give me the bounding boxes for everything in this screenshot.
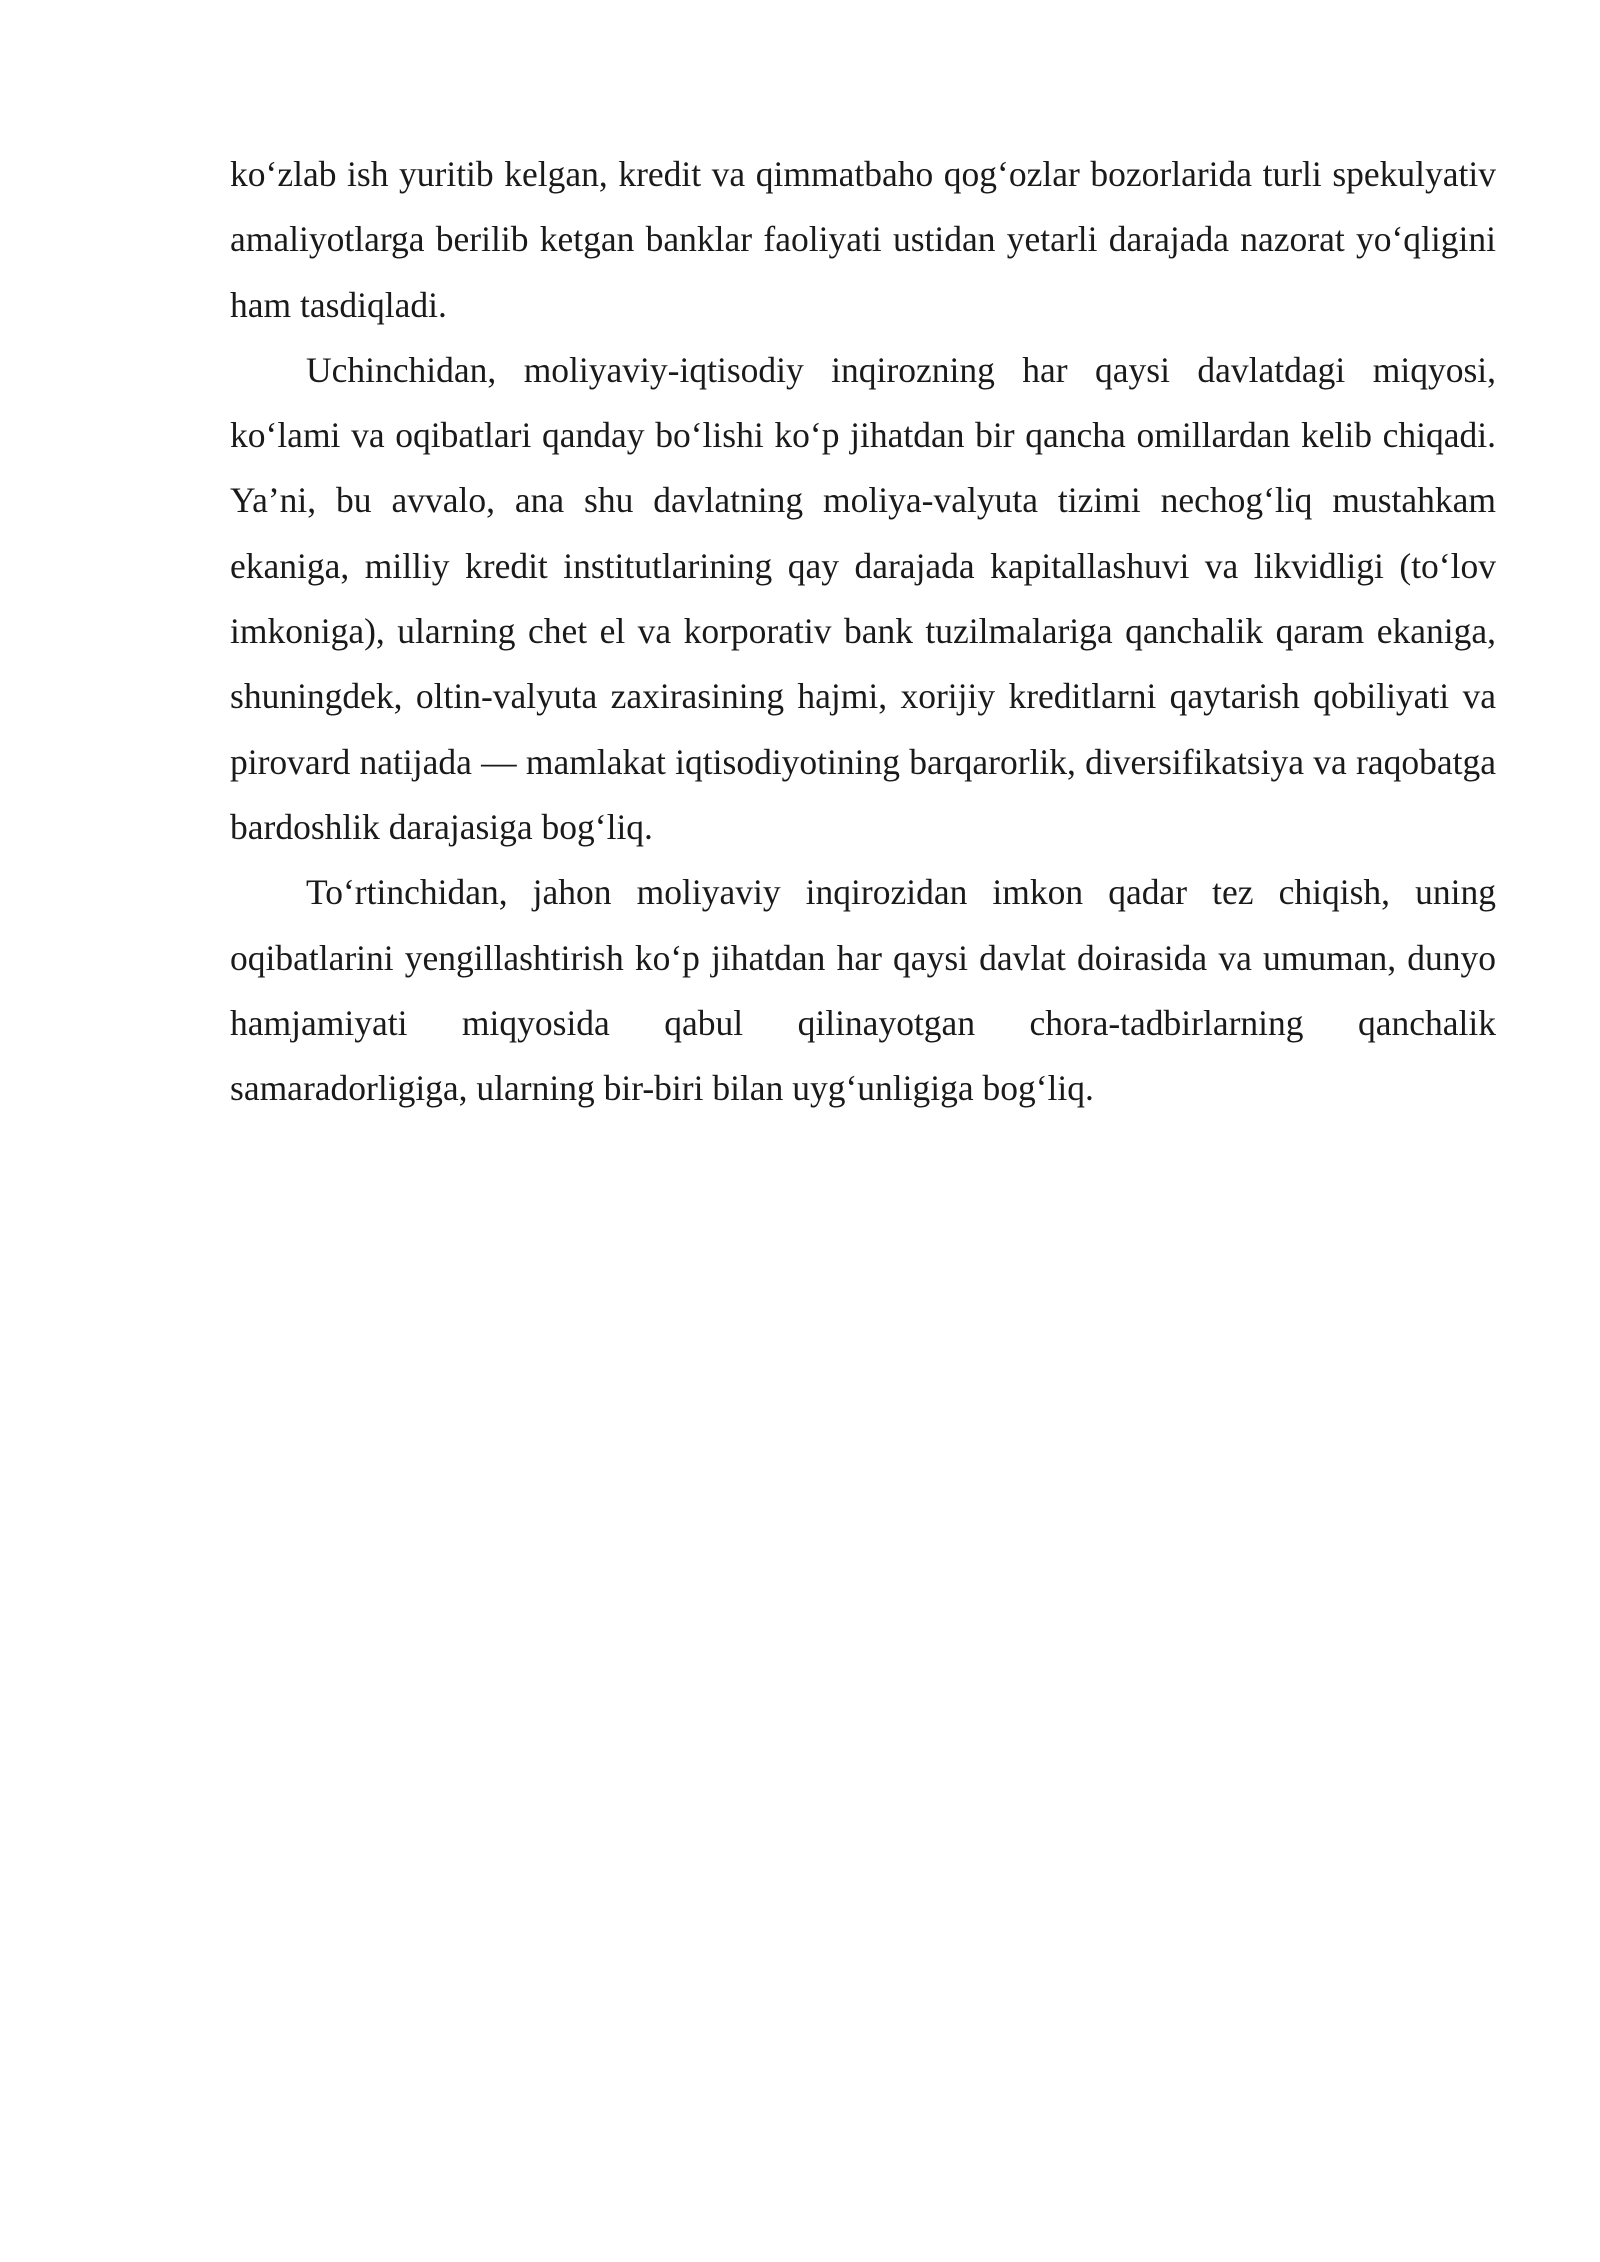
paragraph-1: ko‘zlab ish yuritib kelgan, kredit va qimmatbaho qog‘ozlar bozorlarida turli spekulyativ amaliyotlarga berilib ketgan banklar faoliyati ustidan yetarli darajada nazorat yo‘qligini ham tasdiqladi.: [230, 154, 1496, 325]
paragraph-2: Uchinchidan, moliyaviy-iqtisodiy inqirozning har qaysi davlatdagi miqyosi, ko‘lami va oqibatlari qanday bo‘lishi ko‘p jihatdan bir qancha omillardan kelib chiqadi. Ya’ni, bu avvalo, ana shu davlatning moliya-valyuta tizimi nechog‘liq mustahkam ekaniga, milliy kredit institutlarining qay darajada kapitallashuvi va likvidligi (to‘lov imkoniga), ularning chet el va korporativ bank tuzilmalariga qanchalik qaram ekaniga, shuningdek, oltin-valyuta zaxirasining hajmi, xorijiy kreditlarni qaytarish qobiliyati va pirovard natijada — mamlakat iqtisodiyotining barqarorlik, diversifikatsiya va raqobatga bardoshlik darajasiga bog‘liq.: [230, 349, 1496, 847]
document-body: [230, 142, 1496, 1121]
paragraph-3: To‘rtinchidan, jahon moliyaviy inqirozidan imkon qadar tez chiqish, uning oqibatlarini yengillashtirish ko‘p jihatdan har qaysi davlat doirasida va umuman, dunyo hamjamiyati miqyosida qabul qilinayotgan chora-tadbirlarning qanchalik samaradorligiga, ularning bir-biri bilan uyg‘unligiga bog‘liq.: [230, 872, 1496, 1109]
